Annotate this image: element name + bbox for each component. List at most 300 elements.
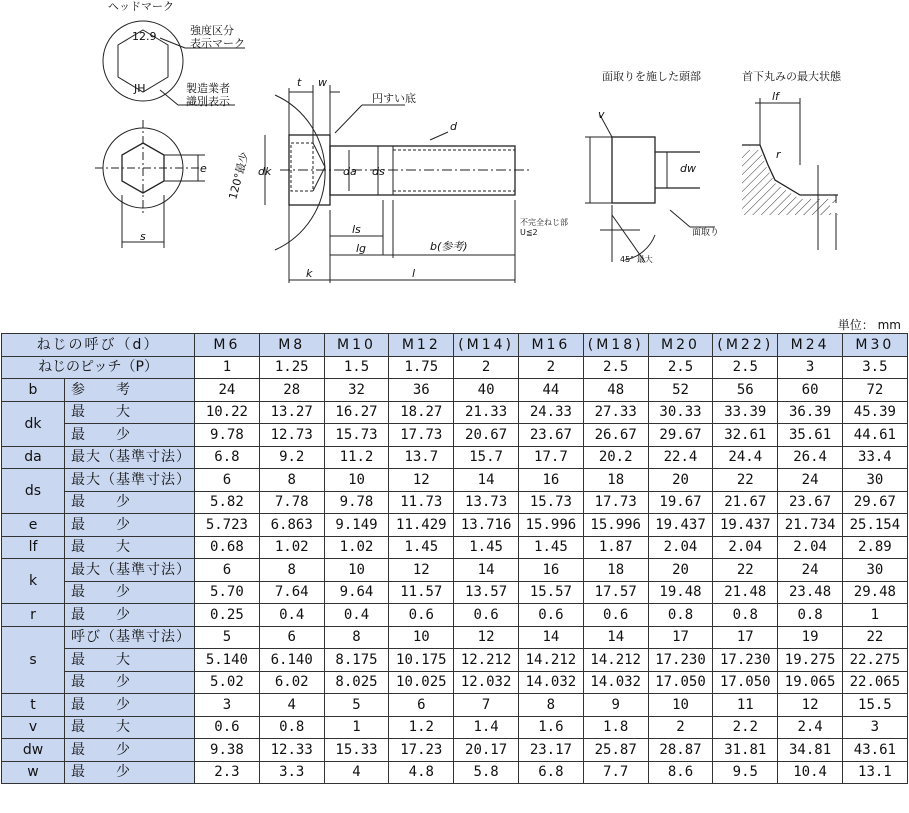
value-cell: 1.6 bbox=[519, 716, 584, 739]
table-row bbox=[2, 671, 908, 694]
value-cell: 13.27 bbox=[259, 401, 324, 424]
value-cell: 32.61 bbox=[713, 424, 778, 447]
maker-mark-label-1: 製造業者 bbox=[186, 82, 230, 95]
value-cell: 45.39 bbox=[842, 401, 907, 424]
pitch-cell: 1.5 bbox=[324, 356, 389, 379]
value-cell: 15.57 bbox=[519, 581, 584, 604]
value-cell: 5.02 bbox=[195, 671, 260, 694]
value-cell: 10.22 bbox=[195, 401, 260, 424]
value-cell: 34.81 bbox=[778, 739, 843, 762]
value-cell: 36.39 bbox=[778, 401, 843, 424]
symbol-da: da bbox=[343, 165, 357, 178]
bolt-side-view bbox=[280, 135, 530, 205]
value-cell: 1.4 bbox=[454, 716, 519, 739]
max-fillet-label: 首下丸みの最大状態 bbox=[742, 70, 841, 83]
value-cell: 22.275 bbox=[842, 649, 907, 672]
value-cell: 33.4 bbox=[842, 446, 907, 469]
value-cell: 21.67 bbox=[713, 491, 778, 514]
value-cell: 17.57 bbox=[583, 581, 648, 604]
value-cell: 13.716 bbox=[454, 514, 519, 537]
value-cell: 9.2 bbox=[259, 446, 324, 469]
symbol-cell: k bbox=[2, 559, 65, 604]
value-cell: 20.17 bbox=[454, 739, 519, 762]
size-col-header: M12 bbox=[389, 334, 454, 357]
value-cell: 22.065 bbox=[842, 671, 907, 694]
value-cell: 6 bbox=[389, 694, 454, 717]
pitch-cell: 3 bbox=[778, 356, 843, 379]
table-row bbox=[2, 514, 908, 537]
symbol-cell: r bbox=[2, 604, 65, 627]
value-cell: 21.734 bbox=[778, 514, 843, 537]
value-cell: 18.27 bbox=[389, 401, 454, 424]
value-cell: 11 bbox=[713, 694, 778, 717]
value-cell: 8.6 bbox=[648, 761, 713, 784]
value-cell: 10 bbox=[324, 469, 389, 492]
value-cell: 0.8 bbox=[648, 604, 713, 627]
value-cell: 10.025 bbox=[389, 671, 454, 694]
value-cell: 8.025 bbox=[324, 671, 389, 694]
symbol-e: e bbox=[200, 162, 207, 175]
symbol-t: t bbox=[297, 76, 302, 89]
value-cell: 24 bbox=[778, 559, 843, 582]
table-row bbox=[2, 739, 908, 762]
value-cell: 12 bbox=[389, 559, 454, 582]
value-cell: 8 bbox=[519, 694, 584, 717]
symbol-v: v bbox=[598, 108, 605, 121]
symbol-cell: dk bbox=[2, 401, 65, 446]
symbol-cell: v bbox=[2, 716, 65, 739]
value-cell: 2.04 bbox=[713, 536, 778, 559]
value-cell: 19.67 bbox=[648, 491, 713, 514]
kind-cell: 最 少 bbox=[65, 694, 195, 717]
pitch-header: ねじのピッチ（P） bbox=[2, 356, 195, 379]
max45-label: 45° 最大 bbox=[620, 255, 653, 264]
size-col-header: (M18) bbox=[583, 334, 648, 357]
value-cell: 10.4 bbox=[778, 761, 843, 784]
value-cell: 6.863 bbox=[259, 514, 324, 537]
value-cell: 9.78 bbox=[324, 491, 389, 514]
value-cell: 0.68 bbox=[195, 536, 260, 559]
symbol-lf: lf bbox=[772, 90, 779, 103]
value-cell: 16 bbox=[519, 559, 584, 582]
kind-cell: 最大（基準寸法） bbox=[65, 559, 195, 582]
value-cell: 24.33 bbox=[519, 401, 584, 424]
value-cell: 0.25 bbox=[195, 604, 260, 627]
value-cell: 22 bbox=[713, 469, 778, 492]
kind-cell: 呼び（基準寸法） bbox=[65, 626, 195, 649]
value-cell: 12.33 bbox=[259, 739, 324, 762]
symbol-dk: dk bbox=[258, 165, 272, 178]
value-cell: 19.437 bbox=[713, 514, 778, 537]
value-cell: 8 bbox=[259, 559, 324, 582]
value-cell: 1 bbox=[324, 716, 389, 739]
symbol-r: r bbox=[776, 148, 781, 161]
value-cell: 3 bbox=[842, 716, 907, 739]
value-cell: 8 bbox=[259, 469, 324, 492]
value-cell: 13.7 bbox=[389, 446, 454, 469]
value-cell: 15.5 bbox=[842, 694, 907, 717]
value-cell: 23.17 bbox=[519, 739, 584, 762]
value-cell: 1.45 bbox=[454, 536, 519, 559]
b-ref-label: b(参考) bbox=[430, 240, 468, 253]
value-cell: 31.81 bbox=[713, 739, 778, 762]
symbol-d: d bbox=[450, 120, 457, 133]
unit-label: 単位： mm bbox=[837, 318, 901, 332]
value-cell: 24 bbox=[195, 379, 260, 402]
value-cell: 7 bbox=[454, 694, 519, 717]
value-cell: 72 bbox=[842, 379, 907, 402]
kind-cell: 最 少 bbox=[65, 671, 195, 694]
value-cell: 15.996 bbox=[583, 514, 648, 537]
value-cell: 1.8 bbox=[583, 716, 648, 739]
value-cell: 8 bbox=[324, 626, 389, 649]
value-cell: 52 bbox=[648, 379, 713, 402]
value-cell: 26.67 bbox=[583, 424, 648, 447]
value-cell: 0.4 bbox=[259, 604, 324, 627]
symbol-cell: dw bbox=[2, 739, 65, 762]
value-cell: 0.6 bbox=[195, 716, 260, 739]
value-cell: 9 bbox=[583, 694, 648, 717]
angle-label: 120°最少 bbox=[226, 150, 252, 201]
kind-cell: 最 少 bbox=[65, 424, 195, 447]
chamfer-head-label: 面取りを施した頭部 bbox=[602, 70, 701, 83]
value-cell: 13.1 bbox=[842, 761, 907, 784]
value-cell: 0.6 bbox=[519, 604, 584, 627]
kind-cell: 最 大 bbox=[65, 716, 195, 739]
kind-cell: 最 少 bbox=[65, 581, 195, 604]
value-cell: 26.4 bbox=[778, 446, 843, 469]
value-cell: 20.2 bbox=[583, 446, 648, 469]
value-cell: 3 bbox=[195, 694, 260, 717]
value-cell: 1.45 bbox=[519, 536, 584, 559]
value-cell: 2.04 bbox=[648, 536, 713, 559]
value-cell: 17.7 bbox=[519, 446, 584, 469]
value-cell: 7.64 bbox=[259, 581, 324, 604]
head-mark-label: ヘッドマーク bbox=[108, 0, 174, 13]
value-cell: 20.67 bbox=[454, 424, 519, 447]
symbol-s: s bbox=[140, 230, 146, 243]
cone-bottom-label: 円すい底 bbox=[372, 92, 416, 105]
pitch-cell: 2 bbox=[454, 356, 519, 379]
value-cell: 0.6 bbox=[583, 604, 648, 627]
value-cell: 22.4 bbox=[648, 446, 713, 469]
value-cell: 1.87 bbox=[583, 536, 648, 559]
table-row bbox=[2, 581, 908, 604]
value-cell: 21.33 bbox=[454, 401, 519, 424]
value-cell: 17.230 bbox=[648, 649, 713, 672]
pitch-cell: 2.5 bbox=[713, 356, 778, 379]
value-cell: 19 bbox=[778, 626, 843, 649]
incomplete-thread-label-2: U≦2 bbox=[520, 228, 538, 237]
value-cell: 60 bbox=[778, 379, 843, 402]
value-cell: 21.48 bbox=[713, 581, 778, 604]
table-row bbox=[2, 559, 908, 582]
value-cell: 27.33 bbox=[583, 401, 648, 424]
table-row bbox=[2, 604, 908, 627]
table-row bbox=[2, 649, 908, 672]
incomplete-thread-label-1: 不完全ねじ部 bbox=[520, 218, 568, 227]
kind-cell: 最大（基準寸法） bbox=[65, 446, 195, 469]
table-row bbox=[2, 469, 908, 492]
value-cell: 14.032 bbox=[519, 671, 584, 694]
value-cell: 29.48 bbox=[842, 581, 907, 604]
value-cell: 9.78 bbox=[195, 424, 260, 447]
value-cell: 11.429 bbox=[389, 514, 454, 537]
symbol-cell: ds bbox=[2, 469, 65, 514]
value-cell: 5.140 bbox=[195, 649, 260, 672]
symbol-ds: ds bbox=[372, 165, 385, 178]
value-cell: 12.212 bbox=[454, 649, 519, 672]
size-col-header: M30 bbox=[842, 334, 907, 357]
value-cell: 23.48 bbox=[778, 581, 843, 604]
value-cell: 4 bbox=[324, 761, 389, 784]
value-cell: 1.02 bbox=[259, 536, 324, 559]
size-col-header: M10 bbox=[324, 334, 389, 357]
value-cell: 17.73 bbox=[389, 424, 454, 447]
value-cell: 10 bbox=[389, 626, 454, 649]
kind-cell: 最 少 bbox=[65, 761, 195, 784]
value-cell: 25.154 bbox=[842, 514, 907, 537]
value-cell: 19.275 bbox=[778, 649, 843, 672]
value-cell: 6 bbox=[195, 559, 260, 582]
value-cell: 16 bbox=[519, 469, 584, 492]
value-cell: 19.48 bbox=[648, 581, 713, 604]
symbol-k: k bbox=[306, 267, 313, 280]
value-cell: 2.04 bbox=[778, 536, 843, 559]
value-cell: 0.4 bbox=[324, 604, 389, 627]
value-cell: 6 bbox=[195, 469, 260, 492]
size-col-header: M20 bbox=[648, 334, 713, 357]
pitch-cell: 2.5 bbox=[583, 356, 648, 379]
symbol-lg: lg bbox=[356, 242, 367, 255]
value-cell: 12 bbox=[454, 626, 519, 649]
value-cell: 1.2 bbox=[389, 716, 454, 739]
size-col-header: M6 bbox=[195, 334, 260, 357]
size-col-header: M24 bbox=[778, 334, 843, 357]
value-cell: 13.57 bbox=[454, 581, 519, 604]
kind-cell: 最 少 bbox=[65, 739, 195, 762]
value-cell: 15.33 bbox=[324, 739, 389, 762]
kind-cell: 最 大 bbox=[65, 536, 195, 559]
pitch-cell: 2.5 bbox=[648, 356, 713, 379]
value-cell: 5.8 bbox=[454, 761, 519, 784]
value-cell: 13.73 bbox=[454, 491, 519, 514]
symbol-cell: lf bbox=[2, 536, 65, 559]
table-row bbox=[2, 716, 908, 739]
bolt-technical-drawing bbox=[0, 0, 909, 300]
pitch-cell: 1.25 bbox=[259, 356, 324, 379]
table-row bbox=[2, 761, 908, 784]
value-cell: 5.70 bbox=[195, 581, 260, 604]
symbol-w: w bbox=[318, 76, 327, 89]
table-row bbox=[2, 446, 908, 469]
value-cell: 24.4 bbox=[713, 446, 778, 469]
value-cell: 17.23 bbox=[389, 739, 454, 762]
value-cell: 10 bbox=[648, 694, 713, 717]
value-cell: 15.7 bbox=[454, 446, 519, 469]
value-cell: 19.065 bbox=[778, 671, 843, 694]
value-cell: 9.38 bbox=[195, 739, 260, 762]
value-cell: 25.87 bbox=[583, 739, 648, 762]
value-cell: 5.723 bbox=[195, 514, 260, 537]
value-cell: 32 bbox=[324, 379, 389, 402]
table-row bbox=[2, 694, 908, 717]
value-cell: 1.45 bbox=[389, 536, 454, 559]
maker-letters: JH bbox=[134, 82, 146, 95]
pitch-cell: 1.75 bbox=[389, 356, 454, 379]
value-cell: 6.8 bbox=[195, 446, 260, 469]
value-cell: 17 bbox=[713, 626, 778, 649]
value-cell: 7.78 bbox=[259, 491, 324, 514]
value-cell: 17.230 bbox=[713, 649, 778, 672]
value-cell: 15.996 bbox=[519, 514, 584, 537]
value-cell: 7.7 bbox=[583, 761, 648, 784]
value-cell: 5 bbox=[195, 626, 260, 649]
value-cell: 33.39 bbox=[713, 401, 778, 424]
symbol-cell: s bbox=[2, 626, 65, 694]
value-cell: 6.02 bbox=[259, 671, 324, 694]
symbol-cell: da bbox=[2, 446, 65, 469]
pitch-cell: 3.5 bbox=[842, 356, 907, 379]
value-cell: 2.89 bbox=[842, 536, 907, 559]
value-cell: 30 bbox=[842, 559, 907, 582]
maker-mark-label-2: 識別表示 bbox=[186, 95, 230, 108]
value-cell: 40 bbox=[454, 379, 519, 402]
value-cell: 17.73 bbox=[583, 491, 648, 514]
value-cell: 0.8 bbox=[259, 716, 324, 739]
value-cell: 2.3 bbox=[195, 761, 260, 784]
value-cell: 24 bbox=[778, 469, 843, 492]
value-cell: 44.61 bbox=[842, 424, 907, 447]
value-cell: 10.175 bbox=[389, 649, 454, 672]
value-cell: 28.87 bbox=[648, 739, 713, 762]
value-cell: 35.61 bbox=[778, 424, 843, 447]
value-cell: 48 bbox=[583, 379, 648, 402]
strength-mark-label-1: 強度区分 bbox=[190, 24, 234, 37]
kind-cell: 参 考 bbox=[65, 379, 195, 402]
value-cell: 4.8 bbox=[389, 761, 454, 784]
value-cell: 12.73 bbox=[259, 424, 324, 447]
value-cell: 4 bbox=[259, 694, 324, 717]
value-cell: 14.212 bbox=[519, 649, 584, 672]
value-cell: 44 bbox=[519, 379, 584, 402]
value-cell: 20 bbox=[648, 469, 713, 492]
value-cell: 9.64 bbox=[324, 581, 389, 604]
table-row bbox=[2, 401, 908, 424]
chamfer-label: 面取り bbox=[692, 228, 720, 238]
value-cell: 29.67 bbox=[648, 424, 713, 447]
kind-cell: 最 少 bbox=[65, 514, 195, 537]
symbol-l: l bbox=[412, 267, 416, 280]
value-cell: 0.6 bbox=[454, 604, 519, 627]
value-cell: 22 bbox=[713, 559, 778, 582]
value-cell: 0.8 bbox=[713, 604, 778, 627]
value-cell: 14.032 bbox=[583, 671, 648, 694]
value-cell: 14.212 bbox=[583, 649, 648, 672]
value-cell: 18 bbox=[583, 469, 648, 492]
value-cell: 6.8 bbox=[519, 761, 584, 784]
size-col-header: M8 bbox=[259, 334, 324, 357]
value-cell: 12 bbox=[389, 469, 454, 492]
value-cell: 17.050 bbox=[648, 671, 713, 694]
value-cell: 30 bbox=[842, 469, 907, 492]
value-cell: 28 bbox=[259, 379, 324, 402]
head-digits: 12.9 bbox=[132, 30, 157, 43]
value-cell: 20 bbox=[648, 559, 713, 582]
symbol-cell: e bbox=[2, 514, 65, 537]
value-cell: 23.67 bbox=[778, 491, 843, 514]
value-cell: 17.050 bbox=[713, 671, 778, 694]
value-cell: 11.57 bbox=[389, 581, 454, 604]
value-cell: 8.175 bbox=[324, 649, 389, 672]
value-cell: 12.032 bbox=[454, 671, 519, 694]
value-cell: 29.67 bbox=[842, 491, 907, 514]
value-cell: 14 bbox=[519, 626, 584, 649]
value-cell: 6 bbox=[259, 626, 324, 649]
value-cell: 12 bbox=[778, 694, 843, 717]
table-header-row bbox=[2, 334, 908, 357]
kind-cell: 最 少 bbox=[65, 491, 195, 514]
value-cell: 5 bbox=[324, 694, 389, 717]
table-row bbox=[2, 536, 908, 559]
value-cell: 3.3 bbox=[259, 761, 324, 784]
value-cell: 5.82 bbox=[195, 491, 260, 514]
value-cell: 10 bbox=[324, 559, 389, 582]
value-cell: 43.61 bbox=[842, 739, 907, 762]
value-cell: 1.02 bbox=[324, 536, 389, 559]
pitch-cell: 1 bbox=[195, 356, 260, 379]
value-cell: 9.149 bbox=[324, 514, 389, 537]
size-col-header: M16 bbox=[519, 334, 584, 357]
value-cell: 15.73 bbox=[324, 424, 389, 447]
table-row bbox=[2, 424, 908, 447]
pitch-row bbox=[2, 356, 908, 379]
value-cell: 11.2 bbox=[324, 446, 389, 469]
value-cell: 36 bbox=[389, 379, 454, 402]
value-cell: 11.73 bbox=[389, 491, 454, 514]
symbol-cell: w bbox=[2, 761, 65, 784]
symbol-dw: dw bbox=[680, 162, 696, 175]
table-row bbox=[2, 491, 908, 514]
dimension-table bbox=[1, 333, 908, 784]
value-cell: 18 bbox=[583, 559, 648, 582]
value-cell: 2 bbox=[648, 716, 713, 739]
value-cell: 22 bbox=[842, 626, 907, 649]
value-cell: 56 bbox=[713, 379, 778, 402]
value-cell: 23.67 bbox=[519, 424, 584, 447]
symbol-ls: ls bbox=[352, 223, 361, 236]
value-cell: 16.27 bbox=[324, 401, 389, 424]
value-cell: 2.4 bbox=[778, 716, 843, 739]
table-row bbox=[2, 379, 908, 402]
size-col-header: (M14) bbox=[454, 334, 519, 357]
value-cell: 1 bbox=[842, 604, 907, 627]
value-cell: 14 bbox=[454, 559, 519, 582]
value-cell: 17 bbox=[648, 626, 713, 649]
strength-mark-label-2: 表示マーク bbox=[190, 37, 245, 50]
value-cell: 19.437 bbox=[648, 514, 713, 537]
symbol-cell: b bbox=[2, 379, 65, 402]
value-cell: 30.33 bbox=[648, 401, 713, 424]
value-cell: 0.6 bbox=[389, 604, 454, 627]
symbol-cell: t bbox=[2, 694, 65, 717]
value-cell: 14 bbox=[454, 469, 519, 492]
value-cell: 14 bbox=[583, 626, 648, 649]
value-cell: 15.73 bbox=[519, 491, 584, 514]
size-header: ねじの呼び（d） bbox=[2, 334, 195, 357]
kind-cell: 最 大 bbox=[65, 401, 195, 424]
size-col-header: (M22) bbox=[713, 334, 778, 357]
